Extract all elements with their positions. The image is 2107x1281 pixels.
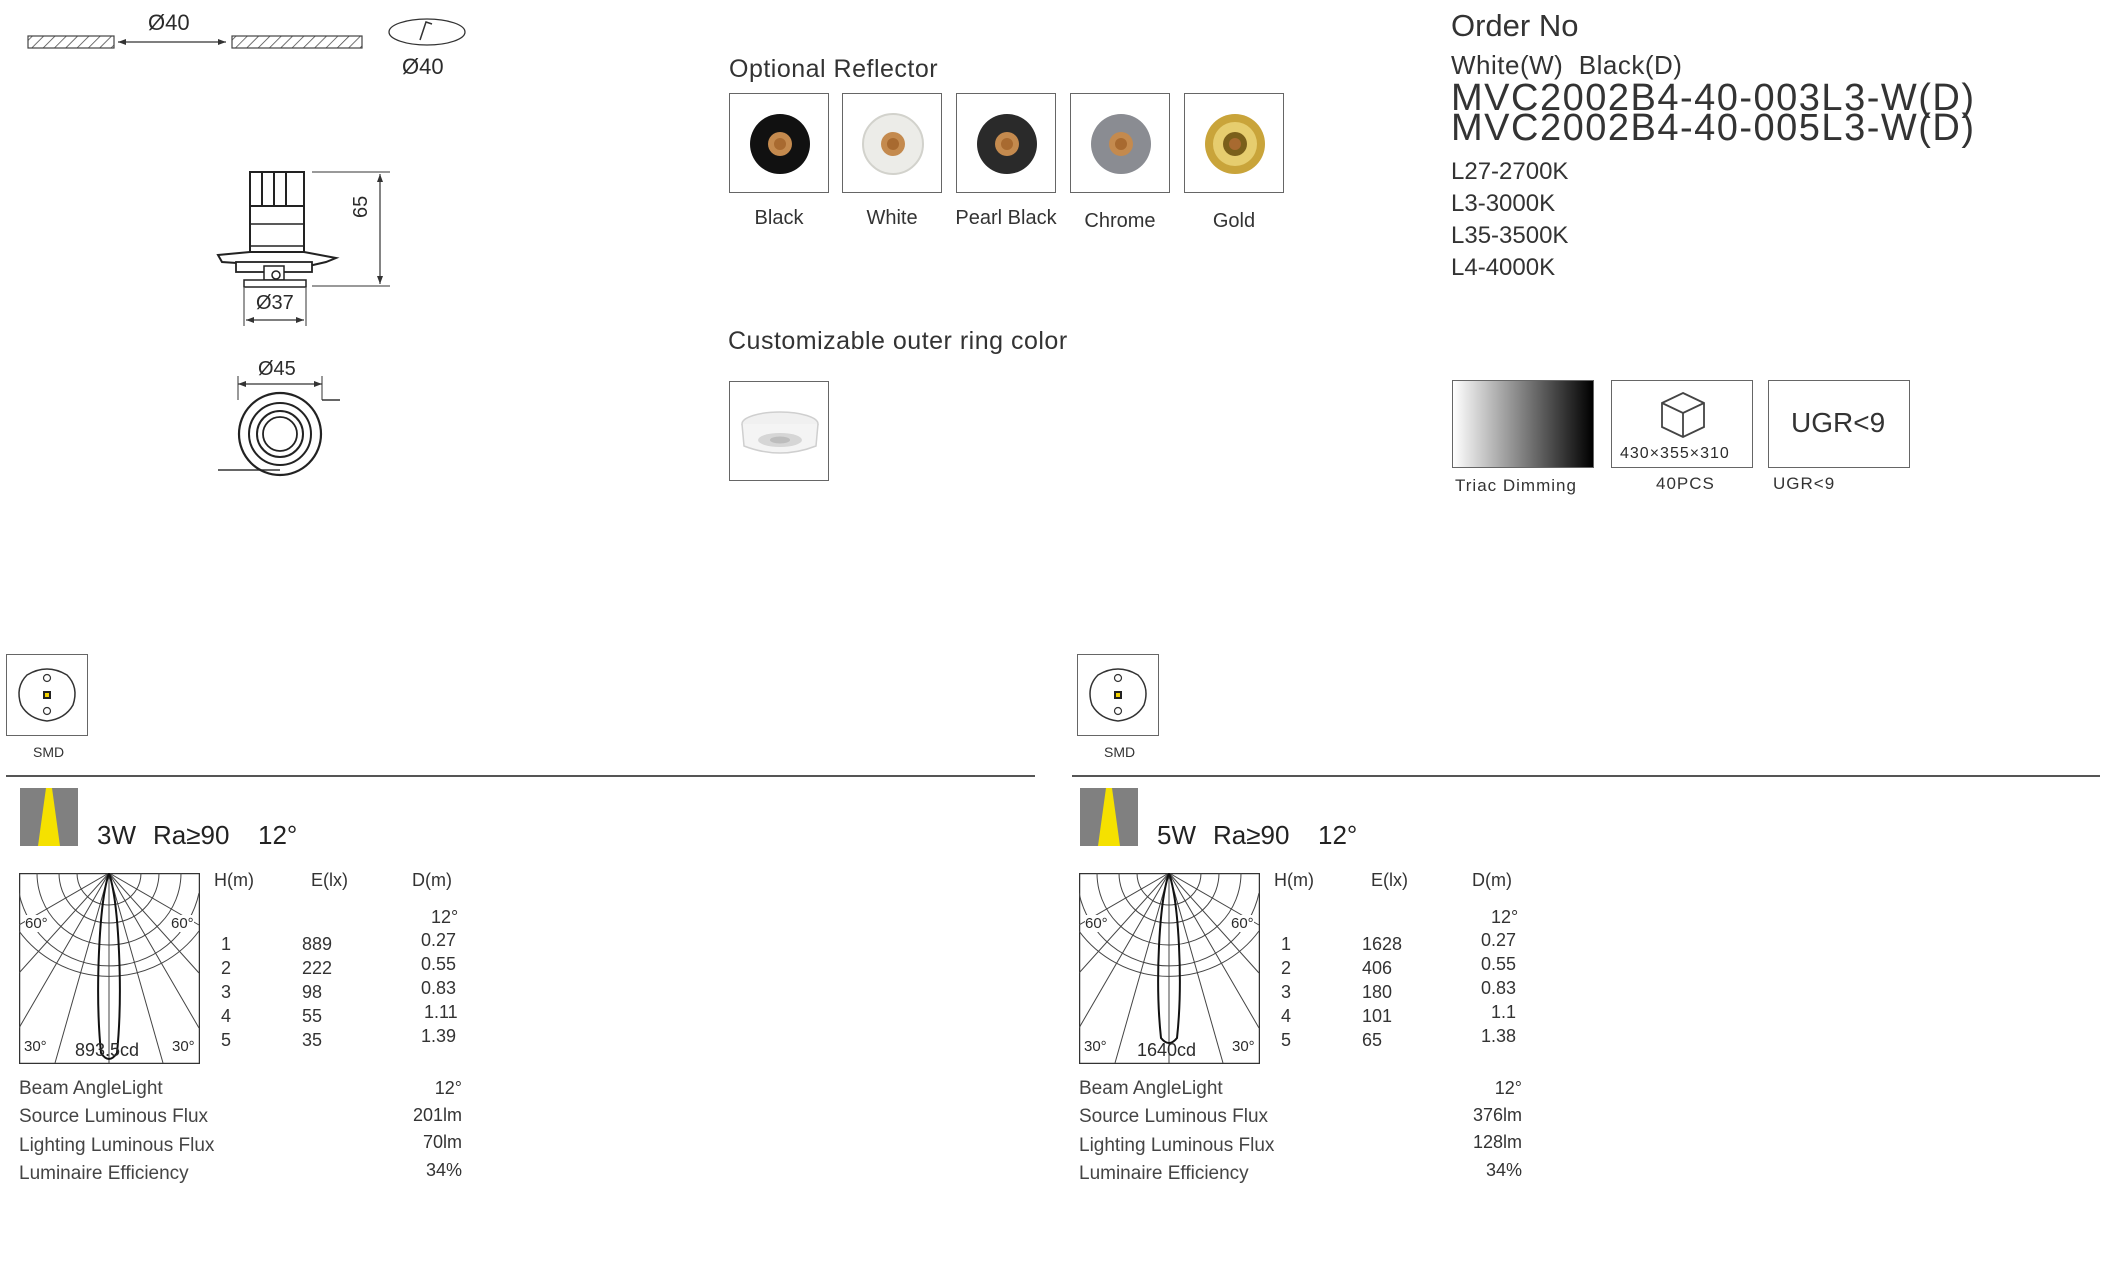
order-title: Order No: [1451, 8, 1579, 43]
spec-value: 201lm: [412, 1105, 462, 1125]
col-header: H(m): [1274, 870, 1314, 890]
cct-option: L27-2700K: [1451, 158, 1569, 185]
table-angle: 12°: [431, 907, 459, 927]
spec-value: 128lm: [1472, 1132, 1522, 1152]
table-cell: 101: [1362, 1006, 1393, 1026]
table-cell: 0.55: [1481, 954, 1517, 974]
table-cell: 0.55: [421, 954, 457, 974]
spec-value: 34%: [425, 1160, 462, 1180]
spec-value: 70lm: [422, 1132, 462, 1152]
spec-label: Luminaire Efficiency: [1079, 1163, 1249, 1184]
ugr-box: [1768, 380, 1910, 468]
spec-label: Source Luminous Flux: [1079, 1106, 1269, 1127]
spec-label: Lighting Luminous Flux: [19, 1135, 215, 1156]
polar-angle-label: 60°: [1231, 915, 1254, 932]
cct-option: L3-3000K: [1451, 190, 1556, 217]
table-cell: 3: [221, 982, 232, 1002]
reflector-chrome-icon: [1071, 94, 1171, 194]
cct-option: L4-4000K: [1451, 254, 1556, 281]
spec-label: Source Luminous Flux: [19, 1106, 209, 1127]
reflector-white-icon: [843, 94, 943, 194]
spec-value: 12°: [1494, 1078, 1522, 1098]
panel-5w: [1060, 650, 2105, 1210]
inner-diameter-label: Ø37: [256, 292, 294, 314]
polar-chart-svg: [19, 873, 200, 1064]
table-cell: 65: [1362, 1030, 1383, 1050]
polar-diagram: [19, 873, 200, 1064]
table-cell: 1.1: [1491, 1002, 1517, 1022]
outer-diameter-label: Ø45: [258, 358, 296, 380]
power-label: 5W: [1157, 820, 1196, 850]
chip-box: [1077, 654, 1159, 736]
table-cell: 2: [221, 958, 232, 978]
spec-value: 12°: [434, 1078, 462, 1098]
chip-label: SMD: [33, 744, 65, 760]
order-colors: White(W) Black(D): [1451, 50, 1683, 80]
reflector-swatch[interactable]: [956, 93, 1056, 193]
table-cell: 5: [1281, 1030, 1292, 1050]
spec-label: Lighting Luminous Flux: [1079, 1135, 1275, 1156]
carton-qty-label: 40PCS: [1656, 474, 1715, 493]
spec-label: Beam AngleLight: [19, 1078, 163, 1099]
reflector-title: Optional Reflector: [729, 55, 939, 83]
reflector-swatch[interactable]: [1184, 93, 1284, 193]
table-cell: 0.27: [1481, 930, 1517, 950]
cri-label: Ra≥90: [153, 820, 230, 850]
col-header: H(m): [214, 870, 254, 890]
carton-box: [1611, 380, 1753, 468]
divider: [6, 775, 1035, 777]
spec-label: Beam AngleLight: [1079, 1078, 1223, 1099]
box-icon: [1658, 389, 1708, 441]
beam-cone-icon: [20, 788, 78, 846]
table-cell: 35: [302, 1030, 323, 1050]
spec-label: Luminaire Efficiency: [19, 1163, 189, 1184]
table-cell: 0.83: [1481, 978, 1517, 998]
table-angle: 12°: [1491, 907, 1519, 927]
beam-icon: [20, 788, 78, 846]
reflector-label: Chrome: [1084, 210, 1156, 232]
col-header: E(lx): [311, 870, 348, 890]
table-cell: 4: [221, 1006, 232, 1026]
divider: [1072, 775, 2100, 777]
table-cell: 222: [302, 958, 333, 978]
cutout-dimension-label: Ø40: [148, 10, 190, 35]
reflector-label: Pearl Black: [955, 207, 1057, 229]
beam-angle-header: 12°: [1318, 820, 1358, 850]
table-cell: 4: [1281, 1006, 1292, 1026]
table-cell: 180: [1362, 982, 1393, 1002]
outer-ring-title: Customizable outer ring color: [728, 327, 1068, 355]
ugr-label: UGR<9: [1773, 474, 1836, 493]
spec-value: 376lm: [1472, 1105, 1522, 1125]
technical-drawing: [0, 0, 520, 480]
table-cell: 98: [302, 982, 323, 1002]
table-cell: 1: [221, 934, 232, 954]
beam-cone-icon: [1080, 788, 1138, 846]
height-dimension-label: 65: [350, 195, 372, 218]
chip-label: SMD: [1104, 744, 1136, 760]
table-cell: 0.27: [421, 930, 457, 950]
panel-3w: [0, 650, 1040, 1210]
table-cell: 1: [1281, 934, 1292, 954]
peak-intensity-label: 1640cd: [1137, 1040, 1197, 1060]
polar-angle-label: 60°: [171, 915, 194, 932]
polar-angle-label: 30°: [1084, 1038, 1107, 1055]
chip-box: [6, 654, 88, 736]
table-cell: 3: [1281, 982, 1292, 1002]
reflector-pearl-black-icon: [957, 94, 1057, 194]
cct-option: L35-3500K: [1451, 222, 1569, 249]
triac-dimming-box: [1452, 380, 1594, 468]
polar-angle-label: 60°: [1085, 915, 1108, 932]
reflector-gold-icon: [1185, 94, 1285, 194]
outer-ring-swatch[interactable]: [729, 381, 829, 481]
table-cell: 889: [302, 934, 333, 954]
polar-angle-label: 30°: [24, 1038, 47, 1055]
reflector-swatch[interactable]: [729, 93, 829, 193]
beam-icon: [1080, 788, 1138, 846]
outer-ring-icon: [730, 382, 830, 482]
table-cell: 1.38: [1481, 1026, 1517, 1046]
peak-intensity-label: 893.5cd: [75, 1040, 140, 1060]
table-cell: 55: [302, 1006, 323, 1026]
polar-angle-label: 30°: [172, 1038, 195, 1055]
table-cell: 1.39: [421, 1026, 457, 1046]
table-cell: 406: [1362, 958, 1393, 978]
order-code: MVC2002B4-40-003L3-W(D): [1451, 77, 1976, 119]
reflector-swatch[interactable]: [1070, 93, 1170, 193]
polar-diagram: [1079, 873, 1260, 1064]
cutout-symbol-label: Ø40: [402, 54, 444, 79]
power-label: 3W: [97, 820, 136, 850]
table-cell: 1628: [1362, 934, 1403, 954]
reflector-black-icon: [730, 94, 830, 194]
polar-chart-svg: [1079, 873, 1260, 1064]
polar-angle-label: 60°: [25, 915, 48, 932]
order-code: MVC2002B4-40-005L3-W(D): [1451, 107, 1976, 149]
reflector-label: Black: [754, 207, 804, 229]
spec-value: 34%: [1485, 1160, 1522, 1180]
table-cell: 1.11: [424, 1002, 458, 1022]
smd-chip-icon: [1078, 655, 1158, 735]
reflector-label: Gold: [1212, 210, 1256, 232]
smd-chip-icon: [7, 655, 87, 735]
table-cell: 5: [221, 1030, 232, 1050]
beam-angle-header: 12°: [258, 820, 298, 850]
triac-dimming-label: Triac Dimming: [1455, 476, 1577, 495]
col-header: E(lx): [1371, 870, 1408, 890]
cri-label: Ra≥90: [1213, 820, 1290, 850]
ugr-icon: UGR<9: [1791, 407, 1886, 438]
table-cell: 2: [1281, 958, 1292, 978]
reflector-label: White: [866, 207, 918, 229]
table-cell: 0.83: [421, 978, 457, 998]
reflector-swatch[interactable]: [842, 93, 942, 193]
col-header: D(m): [412, 870, 452, 890]
col-header: D(m): [1472, 870, 1512, 890]
carton-size: 430×355×310: [1620, 445, 1730, 462]
polar-angle-label: 30°: [1232, 1038, 1255, 1055]
